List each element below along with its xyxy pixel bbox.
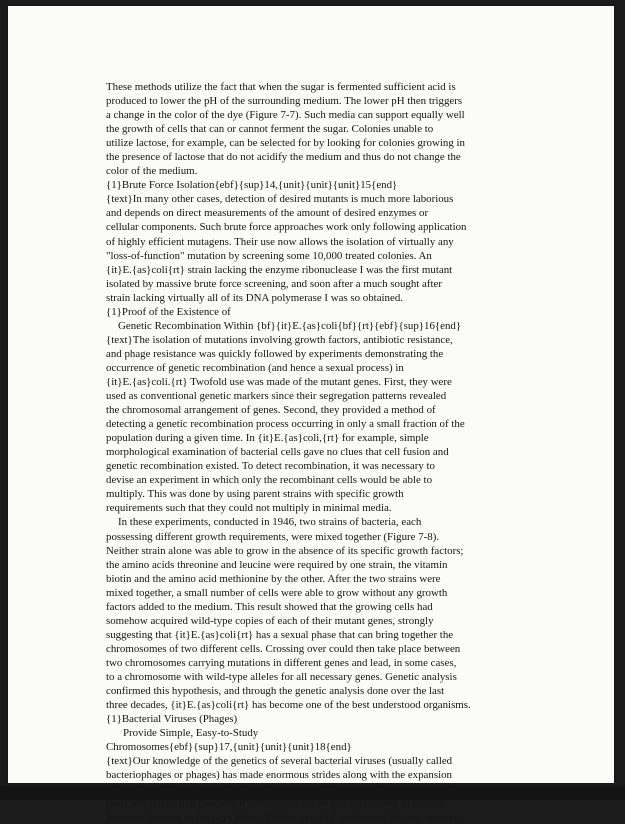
text-line: to a chromosome with wild-type alleles for all necessary genes. Genetic analysis xyxy=(106,670,457,683)
section-heading: {1}Proof of the Existence of xyxy=(106,305,231,318)
text-line: morphological examination of bacterial cells gave no clues that cell fusion and xyxy=(106,446,449,459)
text-line: the presence of lactose that do not acidify the medium and thus do not change the xyxy=(106,151,461,164)
text-line: color of the medium. xyxy=(106,165,198,178)
text-line: detecting a genetic recombination process occurring in only a small fraction of the xyxy=(106,418,465,431)
text-line: of highly efficient mutagens. Their use now allows the isolation of virtually any xyxy=(106,235,454,248)
text-line: devise an experiment in which only the recombinant cells would be able to xyxy=(106,474,433,487)
text-line: somehow acquired wild-type copies of each of their mutant genes, strongly xyxy=(106,614,434,627)
text-line: three decades, {it}E.{as}coli{rt} has become one of the best understood organisms. xyxy=(106,699,471,712)
text-line: {text}The isolation of mutations involving growth factors, antibiotic resistance, xyxy=(106,333,453,346)
text-line: isolated by massive brute force screening, and soon after a much sought after xyxy=(106,277,442,290)
text-line: {it}E.{as}coli.{rt} Twofold use was made of the mutant genes. First, they were xyxy=(106,375,452,388)
text-line: suggesting that {it}E.{as}coli{rt} has a sexual phase that can bring together the xyxy=(106,628,454,641)
text-line: of our knowledge of bacteria. Their discovery in 1914 produced great excitement, xyxy=(106,783,463,796)
section-heading: {1}Bacterial Viruses (Phages) xyxy=(106,713,238,726)
section-heading-continued: Chromosomes{ebf}{sup}17,{unit}{unit}{unit}18{end} xyxy=(106,741,352,754)
text-line: used as conventional genetic markers since their segregation patterns revealed xyxy=(106,390,447,403)
text-line: a change in the color of the dye (Figure 7-7). Such media can support equally well xyxy=(106,109,465,122)
text-line: bacterial diseases in the days before the discovery of antibiotics. Phages, however, xyxy=(106,811,465,824)
text-line: for it was hoped that they might afford an effective and simple way to combat xyxy=(106,797,445,810)
text-line: multiply. This was done by using parent strains with specific growth xyxy=(106,488,404,501)
text-line: two chromosomes carrying mutations in different genes and lead, in some cases, xyxy=(106,656,457,669)
text-line: the chromosomal arrangement of genes. Second, they provided a method of xyxy=(106,404,436,417)
text-line: produced to lower the pH of the surrounding medium. The lower pH then triggers xyxy=(106,95,463,108)
text-line: utilize lactose, for example, can be selected for by looking for colonies growing in xyxy=(106,137,465,150)
text-line: {text}Our knowledge of the genetics of several bacterial viruses (usually called xyxy=(106,755,453,768)
text-line: factors added to the medium. This result showed that the growing cells had xyxy=(106,600,433,613)
text-line: population during a given time. In {it}E.{as}coli,{rt} for example, simple xyxy=(106,432,429,445)
text-line: the amino acids threonine and leucine were required by one strain, the vitamin xyxy=(106,558,448,571)
section-heading: {1}Brute Force Isolation{ebf}{sup}14,{unit}{unit}{unit}15{end} xyxy=(106,179,398,192)
text-line: occurrence of genetic recombination (and hence a sexual process) in xyxy=(106,361,404,374)
text-line: the growth of cells that can or cannot ferment the sugar. Colonies unable to xyxy=(106,123,434,136)
section-heading-continued: Genetic Recombination Within {bf}{it}E.{as}coli{bf}{rt}{ebf}{sup}16{end} xyxy=(118,319,462,332)
text-line: chromosomes of two different cells. Crossing over could then take place between xyxy=(106,642,461,655)
text-line: requirements such that they could not multiply in minimal media. xyxy=(106,502,392,515)
text-line: confirmed this hypothesis, and through the genetic analysis done over the last xyxy=(106,685,445,698)
text-line: genetic recombination existed. To detect recombination, it was necessary to xyxy=(106,460,435,473)
text-line: cellular components. Such brute force approaches work only following application xyxy=(106,221,467,234)
text-line: and phage resistance was quickly followed by experiments demonstrating the xyxy=(106,347,444,360)
document-body xyxy=(106,80,518,824)
text-line: biotin and the amino acid methionine by the other. After the two strains were xyxy=(106,572,441,585)
text-line: and depends on direct measurements of the amount of desired enzymes or xyxy=(106,207,429,220)
section-heading-continued: Provide Simple, Easy-to-Study xyxy=(123,727,259,740)
text-line: bacteriophages or phages) has made enormous strides along with the expansion xyxy=(106,769,452,782)
text-line: Neither strain alone was able to grow in the absence of its specific growth factors; xyxy=(106,544,464,557)
text-line: These methods utilize the fact that when the sugar is fermented sufficient acid is xyxy=(106,81,456,93)
text-line: strain lacking virtually all of its DNA polymerase I was so obtained. xyxy=(106,291,404,304)
text-line: mixed together, a small number of cells were able to grow without any growth xyxy=(106,586,448,599)
paragraph-start-line: In these experiments, conducted in 1946, two strains of bacteria, each xyxy=(118,516,422,529)
text-line: "loss-of-function" mutation by screening some 10,000 treated colonies. An xyxy=(106,249,432,262)
text-line: {it}E.{as}coli{rt} strain lacking the enzyme ribonuclease I was the first mutant xyxy=(106,263,453,276)
text-line: possessing different growth requirements, were mixed together (Figure 7-8). xyxy=(106,530,440,543)
text-line: {text}In many other cases, detection of desired mutants is much more laborious xyxy=(106,193,454,206)
